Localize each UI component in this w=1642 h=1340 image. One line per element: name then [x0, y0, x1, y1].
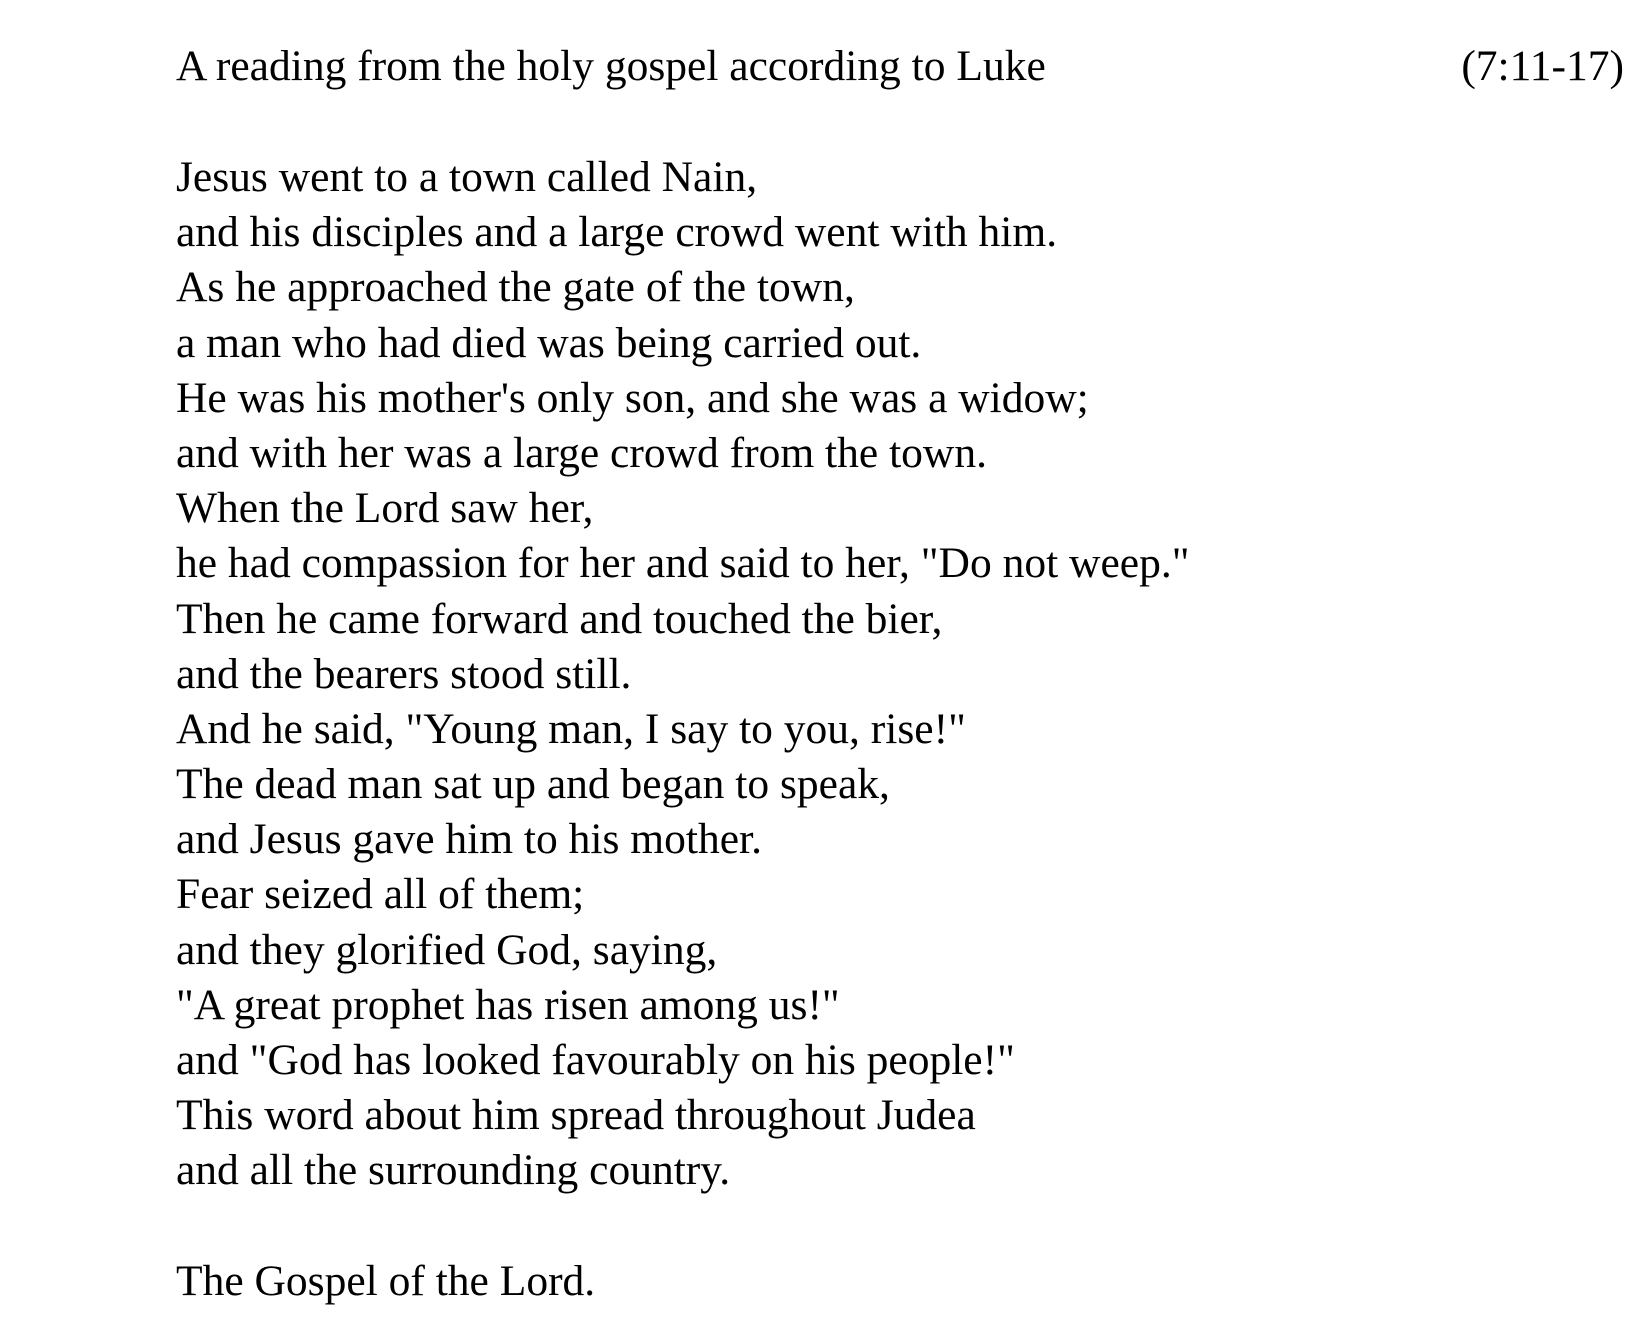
reading-line: and with her was a large crowd from the town.	[176, 428, 987, 477]
reading-line: This word about him spread throughout Judea	[176, 1091, 976, 1140]
reading-line: and Jesus gave him to his mother.	[176, 815, 762, 864]
reading-line: Jesus went to a town called Nain,	[176, 153, 758, 201]
reading-line: he had compassion for her and said to her, "Do not weep."	[176, 539, 1190, 588]
reading-line: and the bearers stood still.	[176, 649, 632, 698]
reading-header	[176, 38, 1624, 94]
reading-title: A reading from the holy gospel according to Luke	[176, 42, 1046, 90]
reading-line: and his disciples and a large crowd went with him.	[176, 208, 1058, 257]
reading-line: As he approached the gate of the town,	[176, 263, 855, 312]
reading-line: The dead man sat up and began to speak,	[176, 760, 890, 809]
reading-line: and they glorified God, saying,	[176, 925, 718, 974]
reading-line: He was his mother's only son, and she was a widow;	[176, 373, 1089, 422]
reading-line: and all the surrounding country.	[176, 1146, 731, 1195]
closing-acclamation: The Gospel of the Lord.	[176, 1257, 596, 1305]
reading-line: a man who had died was being carried out.	[176, 318, 922, 367]
reading-line: "A great prophet has risen among us!"	[176, 980, 840, 1029]
reading-line: When the Lord saw her,	[176, 484, 594, 533]
reading-line: Then he came forward and touched the bier,	[176, 594, 943, 643]
reading-line: Fear seized all of them;	[176, 870, 585, 919]
reading-line: And he said, "Young man, I say to you, rise!"	[176, 704, 966, 753]
reading-text	[176, 150, 1189, 1199]
reading-line: and "God has looked favourably on his people!"	[176, 1036, 1015, 1084]
scripture-reference: (7:11-17)	[1461, 42, 1624, 90]
